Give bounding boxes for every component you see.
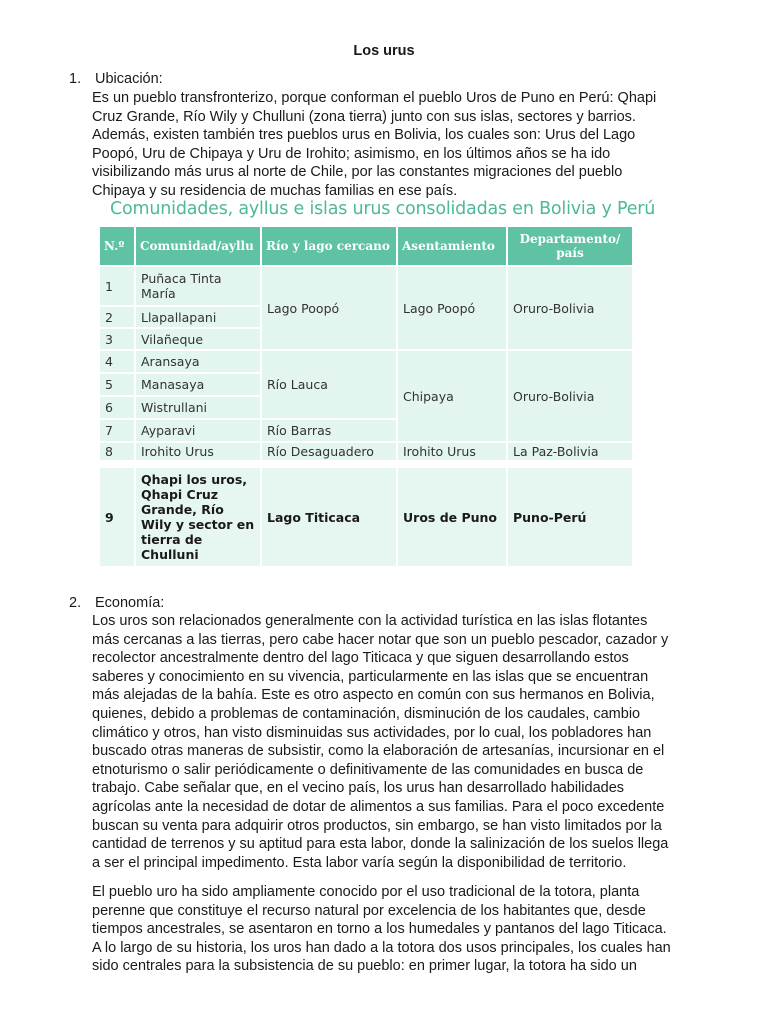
row-number: 2 [99, 306, 135, 328]
table-header-row [99, 226, 633, 266]
row-number: 5 [99, 373, 135, 396]
row-comunidad: Manasaya [135, 373, 261, 396]
section-1-title: Ubicación: [95, 71, 163, 87]
row-asentamiento: Uros de Puno [397, 467, 507, 567]
text-line: más cercanas a las tierras, pero cabe hacer notar que son un pueblo pescador, cazador y [92, 631, 669, 648]
section-2-number: 2. [69, 595, 82, 611]
section-1-number: 1. [69, 71, 82, 87]
header-departamento: Departamento/ país [507, 226, 633, 266]
row-number: 7 [99, 419, 135, 442]
row-departamento: Oruro-Bolivia [507, 266, 633, 350]
text-line: buscado otras maneras de subsistir, como la elaboración de artesanías, incursionar en el [92, 743, 665, 760]
header-rio: Río y lago cercano [261, 226, 397, 266]
section-2-paragraph-2 [92, 883, 722, 976]
row-number: 6 [99, 396, 135, 419]
table-row [99, 350, 633, 373]
row-rio: Río Barras [261, 419, 397, 442]
text-line: A lo largo de su historia, los uros han dado a la totora dos usos principales, los cuales han [92, 939, 671, 956]
row-number: 9 [99, 467, 135, 567]
text-line: más alejadas de la bahía. Este es otro aspecto en común con sus hermanos en Bolivia, [92, 687, 655, 704]
header-asentamiento: Asentamiento [397, 226, 507, 266]
text-line: sido centrales para la subsistencia de su pueblo: en primer lugar, la totora ha sido un [92, 958, 637, 975]
row-comunidad: Wistrullani [135, 396, 261, 419]
table-title: Comunidades, ayllus e islas urus consolidadas en Bolivia y Perú [110, 199, 656, 219]
page-title: Los urus [353, 43, 415, 59]
text-line: a ser el principal impedimento. Esta labor varía según la disponibilidad de territorio. [92, 854, 627, 871]
section-1-heading [69, 71, 163, 87]
section-2-heading [69, 595, 164, 611]
row-comunidad: Llapallapani [135, 306, 261, 328]
text-line: buscan su venta para adquirir otros productos, sin embargo, se han visto limitados por la [92, 817, 662, 834]
text-line: Poopó, Uru de Chipaya y Uru de Irohito; asimismo, en los últimos años se ha ido [92, 145, 611, 162]
row-number: 3 [99, 328, 135, 350]
text-line: Chipaya y su residencia de muchas familias en ese país. [92, 182, 458, 199]
text-line: cantidad de terrenos y su aptitud para esta labor, donde la salinización de los suelos llega [92, 836, 669, 853]
row-departamento: Oruro-Bolivia [507, 350, 633, 442]
text-line: trabajo. Cabe señalar que, en el vecino país, los urus han desarrollado habilidades [92, 780, 625, 797]
row-asentamiento: Lago Poopó [397, 266, 507, 350]
row-comunidad: Irohito Urus [135, 442, 261, 461]
row-comunidad: Ayparavi [135, 419, 261, 442]
row-rio: Lago Titicaca [261, 467, 397, 567]
text-line: El pueblo uro ha sido ampliamente conocido por el uso tradicional de la totora, planta [92, 884, 640, 900]
header-number: N.º [99, 226, 135, 266]
row-comunidad: Vilañeque [135, 328, 261, 350]
text-line: etnoturismo o salir periódicamente o definitivamente de las comunidades en busca de [92, 761, 644, 778]
text-line: Los uros son relacionados generalmente con la actividad turística en las islas flotantes [92, 613, 648, 629]
communities-table [98, 225, 634, 568]
section-2-paragraph-1 [92, 612, 722, 872]
text-line: recolector ancestralmente dentro del lago Titicaca y que siguen desarrollando estos [92, 650, 629, 667]
text-line: perenne que constituye el recurso natural por excelencia de los habitantes que, desde [92, 902, 646, 919]
table-row [99, 442, 633, 461]
row-comunidad: Aransaya [135, 350, 261, 373]
table-row [99, 266, 633, 306]
text-line: Es un pueblo transfronterizo, porque conforman el pueblo Uros de Puno en Perú: Qhapi [92, 90, 657, 106]
text-line: Cruz Grande, Río Wily y Chulluni (zona tierra) junto con sus islas, sectores y barrios. [92, 108, 636, 125]
table-row [99, 467, 633, 567]
text-line: agrícolas ante la necesidad de dotar de alimentos a sus familias. Para el poco excedente [92, 798, 665, 815]
row-comunidad: Puñaca Tinta María [135, 266, 261, 306]
row-rio: Lago Poopó [261, 266, 397, 350]
section-1-paragraph [92, 89, 722, 201]
text-line: climático y otros, han visto disminuidas sus actividades, por lo cual, los pobladores han [92, 724, 652, 741]
text-line: quienes, debido a problemas de contaminación, disminución de los caudales, cambio [92, 705, 641, 722]
row-rio: Río Lauca [261, 350, 397, 419]
text-line: Además, existen también tres pueblos urus en Bolivia, los cuales son: Urus del Lago [92, 127, 636, 144]
text-line: visibilizando más urus al norte de Chile, por las constantes migraciones del pueblo [92, 164, 623, 181]
text-line: saberes y conocimiento en su vivencia, particularmente en las islas que se encuentran [92, 668, 649, 685]
text-line: tiempos ancestrales, se asentaron en torno a los humedales y pantanos del lago Titicaca. [92, 921, 667, 938]
row-rio: Río Desaguadero [261, 442, 397, 461]
row-number: 1 [99, 266, 135, 306]
row-asentamiento: Chipaya [397, 350, 507, 442]
row-departamento: La Paz-Bolivia [507, 442, 633, 461]
row-number: 4 [99, 350, 135, 373]
row-number: 8 [99, 442, 135, 461]
row-departamento: Puno-Perú [507, 467, 633, 567]
section-2-title: Economía: [95, 595, 165, 611]
row-comunidad: Qhapi los uros, Qhapi Cruz Grande, Río Wily y sector en tierra de Chulluni [135, 467, 261, 567]
header-comunidad: Comunidad/ayllu [135, 226, 261, 266]
row-asentamiento: Irohito Urus [397, 442, 507, 461]
